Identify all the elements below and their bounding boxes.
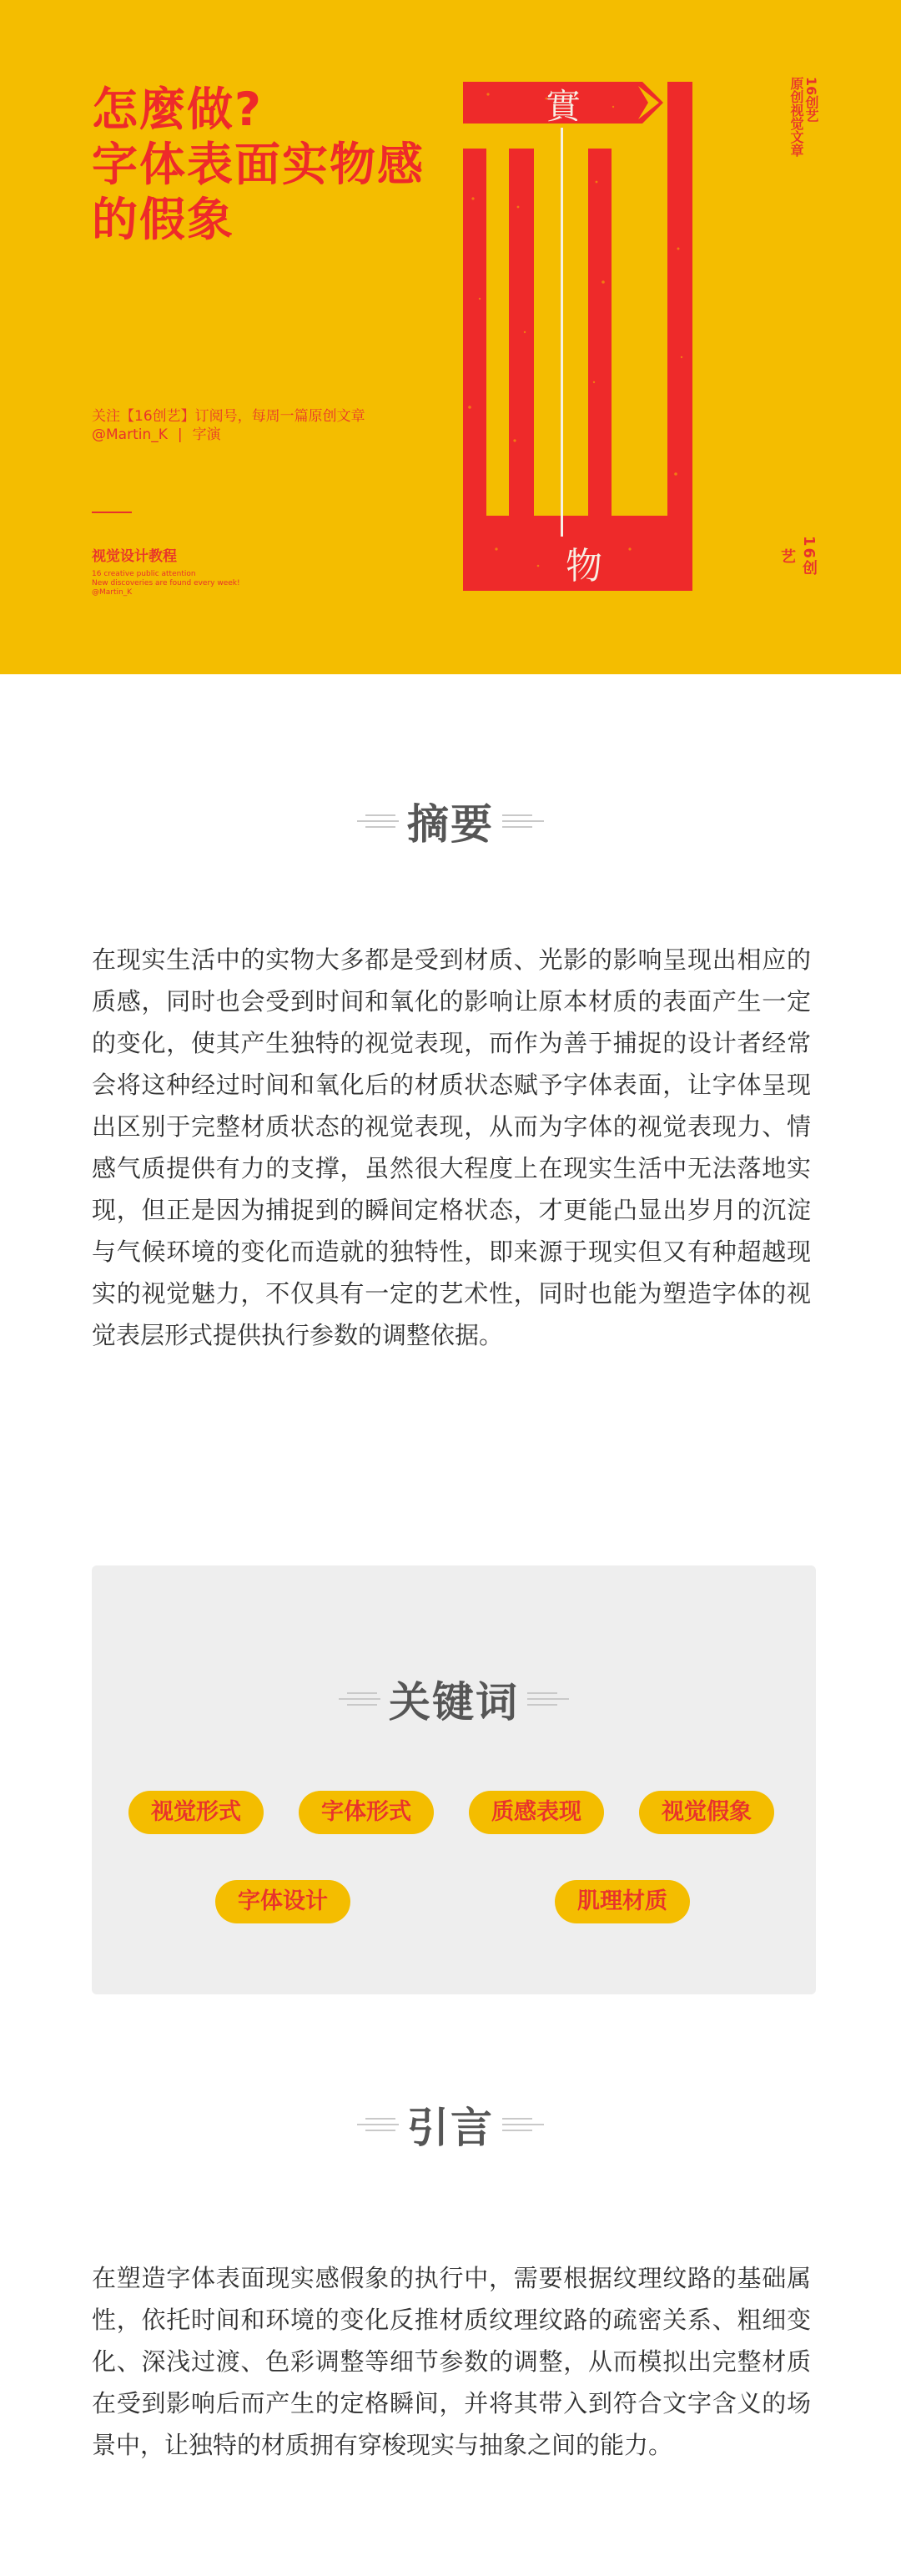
heading-decoration-left xyxy=(357,814,399,828)
keyword-tag: 视觉形式 xyxy=(128,1791,264,1834)
poster-right-post xyxy=(667,82,692,591)
hero-title-line: 怎麼做? xyxy=(92,83,263,136)
keywords-heading-text: 关键词 xyxy=(389,1677,519,1727)
keyword-tag: 肌理材质 xyxy=(555,1880,690,1923)
intro-heading xyxy=(0,2095,901,2155)
hero-subtitle xyxy=(92,407,365,444)
small-print-line: New discoveries are found every week! xyxy=(92,579,240,587)
abstract-paragraph: 在现实生活中的实物大多都是受到材质、光影的影响呈现出相应的质感，同时也会受到时间和氧化的影响让原本材质的表面产生一定的变化，使其产生独特的视觉表现，而作为善于捕捉的设计者经常会将这种经过时间和氧化后的材质状态赋予字体表面，让字体呈现出区别于完整材质状态的视觉表现，从而为字体的视觉表现力、情感气质提供有力的支撑，虽然很大程度上在现实生活中无法落地实现，但正是因为捕捉到的瞬间定格状态，才更能凸显出岁月的沉淀与气候环境的变化而造就的独特性，即来源于现实但又有种超越现实的视觉魅力，不仅具有一定的艺术性，同时也能为塑造字体的视觉表层形式提供执行参数的调整依据。 xyxy=(92,945,811,1349)
poster-center-line xyxy=(561,128,563,537)
poster-graphic xyxy=(463,82,692,591)
subscribe-note: 关注【16创艺】订阅号，每周一篇原创文章 xyxy=(92,408,365,425)
author-handle: @Martin_K xyxy=(92,426,168,443)
poster-char-top: 實 xyxy=(545,86,581,127)
poster-inner-column xyxy=(509,149,534,516)
hero-small-print xyxy=(92,570,240,597)
keyword-tag: 质感表现 xyxy=(469,1791,604,1834)
vertical-caption-col: 原创视觉文章 xyxy=(788,77,804,157)
keywords-heading xyxy=(92,1669,816,1729)
small-print-line: 16 creative public attention xyxy=(92,570,196,578)
abstract-heading xyxy=(0,791,901,851)
hero-title-line: 字体表面实物感 xyxy=(92,138,425,191)
brand-logo: 16创艺 xyxy=(778,536,818,577)
intro-paragraph: 在塑造字体表面现实感假象的执行中，需要根据纹理纹路的基础属性，依托时间和环境的变化反推材质纹理纹路的疏密关系、粗细变化、深浅过渡、色彩调整等细节参数的调整，从而模拟出完整材质在受到影响后而产生的定格瞬间，并将其带入到符合文字含义的场景中，让独特的材质拥有穿梭现实与抽象之间的能力。 xyxy=(92,2264,811,2459)
small-print-line: @Martin_K xyxy=(92,588,133,597)
author-line xyxy=(92,426,365,444)
poster-texture xyxy=(468,93,682,567)
poster-inner-column-right xyxy=(588,149,612,516)
hero-banner xyxy=(0,0,901,674)
intro-heading-text: 引言 xyxy=(407,2103,494,2152)
heading-decoration-right xyxy=(502,814,544,828)
author-separator: | xyxy=(177,426,183,443)
keywords-panel xyxy=(92,1565,816,1994)
hero-divider xyxy=(92,512,132,513)
vertical-caption-col: 16创艺 xyxy=(803,77,819,123)
heading-decoration-right xyxy=(502,2118,544,2131)
heading-decoration-left xyxy=(339,1692,380,1706)
author-role: 字演 xyxy=(192,426,221,443)
hero-category-tag: 视觉设计教程 xyxy=(92,548,177,565)
keyword-tag: 字体设计 xyxy=(215,1880,350,1923)
abstract-heading-text: 摘要 xyxy=(407,799,494,849)
keyword-tag: 字体形式 xyxy=(299,1791,434,1834)
heading-decoration-right xyxy=(527,1692,569,1706)
heading-decoration-left xyxy=(357,2118,399,2131)
poster-char-bottom: 物 xyxy=(566,545,602,587)
vertical-caption xyxy=(785,77,818,157)
hero-title xyxy=(92,82,425,247)
keyword-tag: 视觉假象 xyxy=(639,1791,774,1834)
hero-title-line: 的假象 xyxy=(92,193,235,246)
